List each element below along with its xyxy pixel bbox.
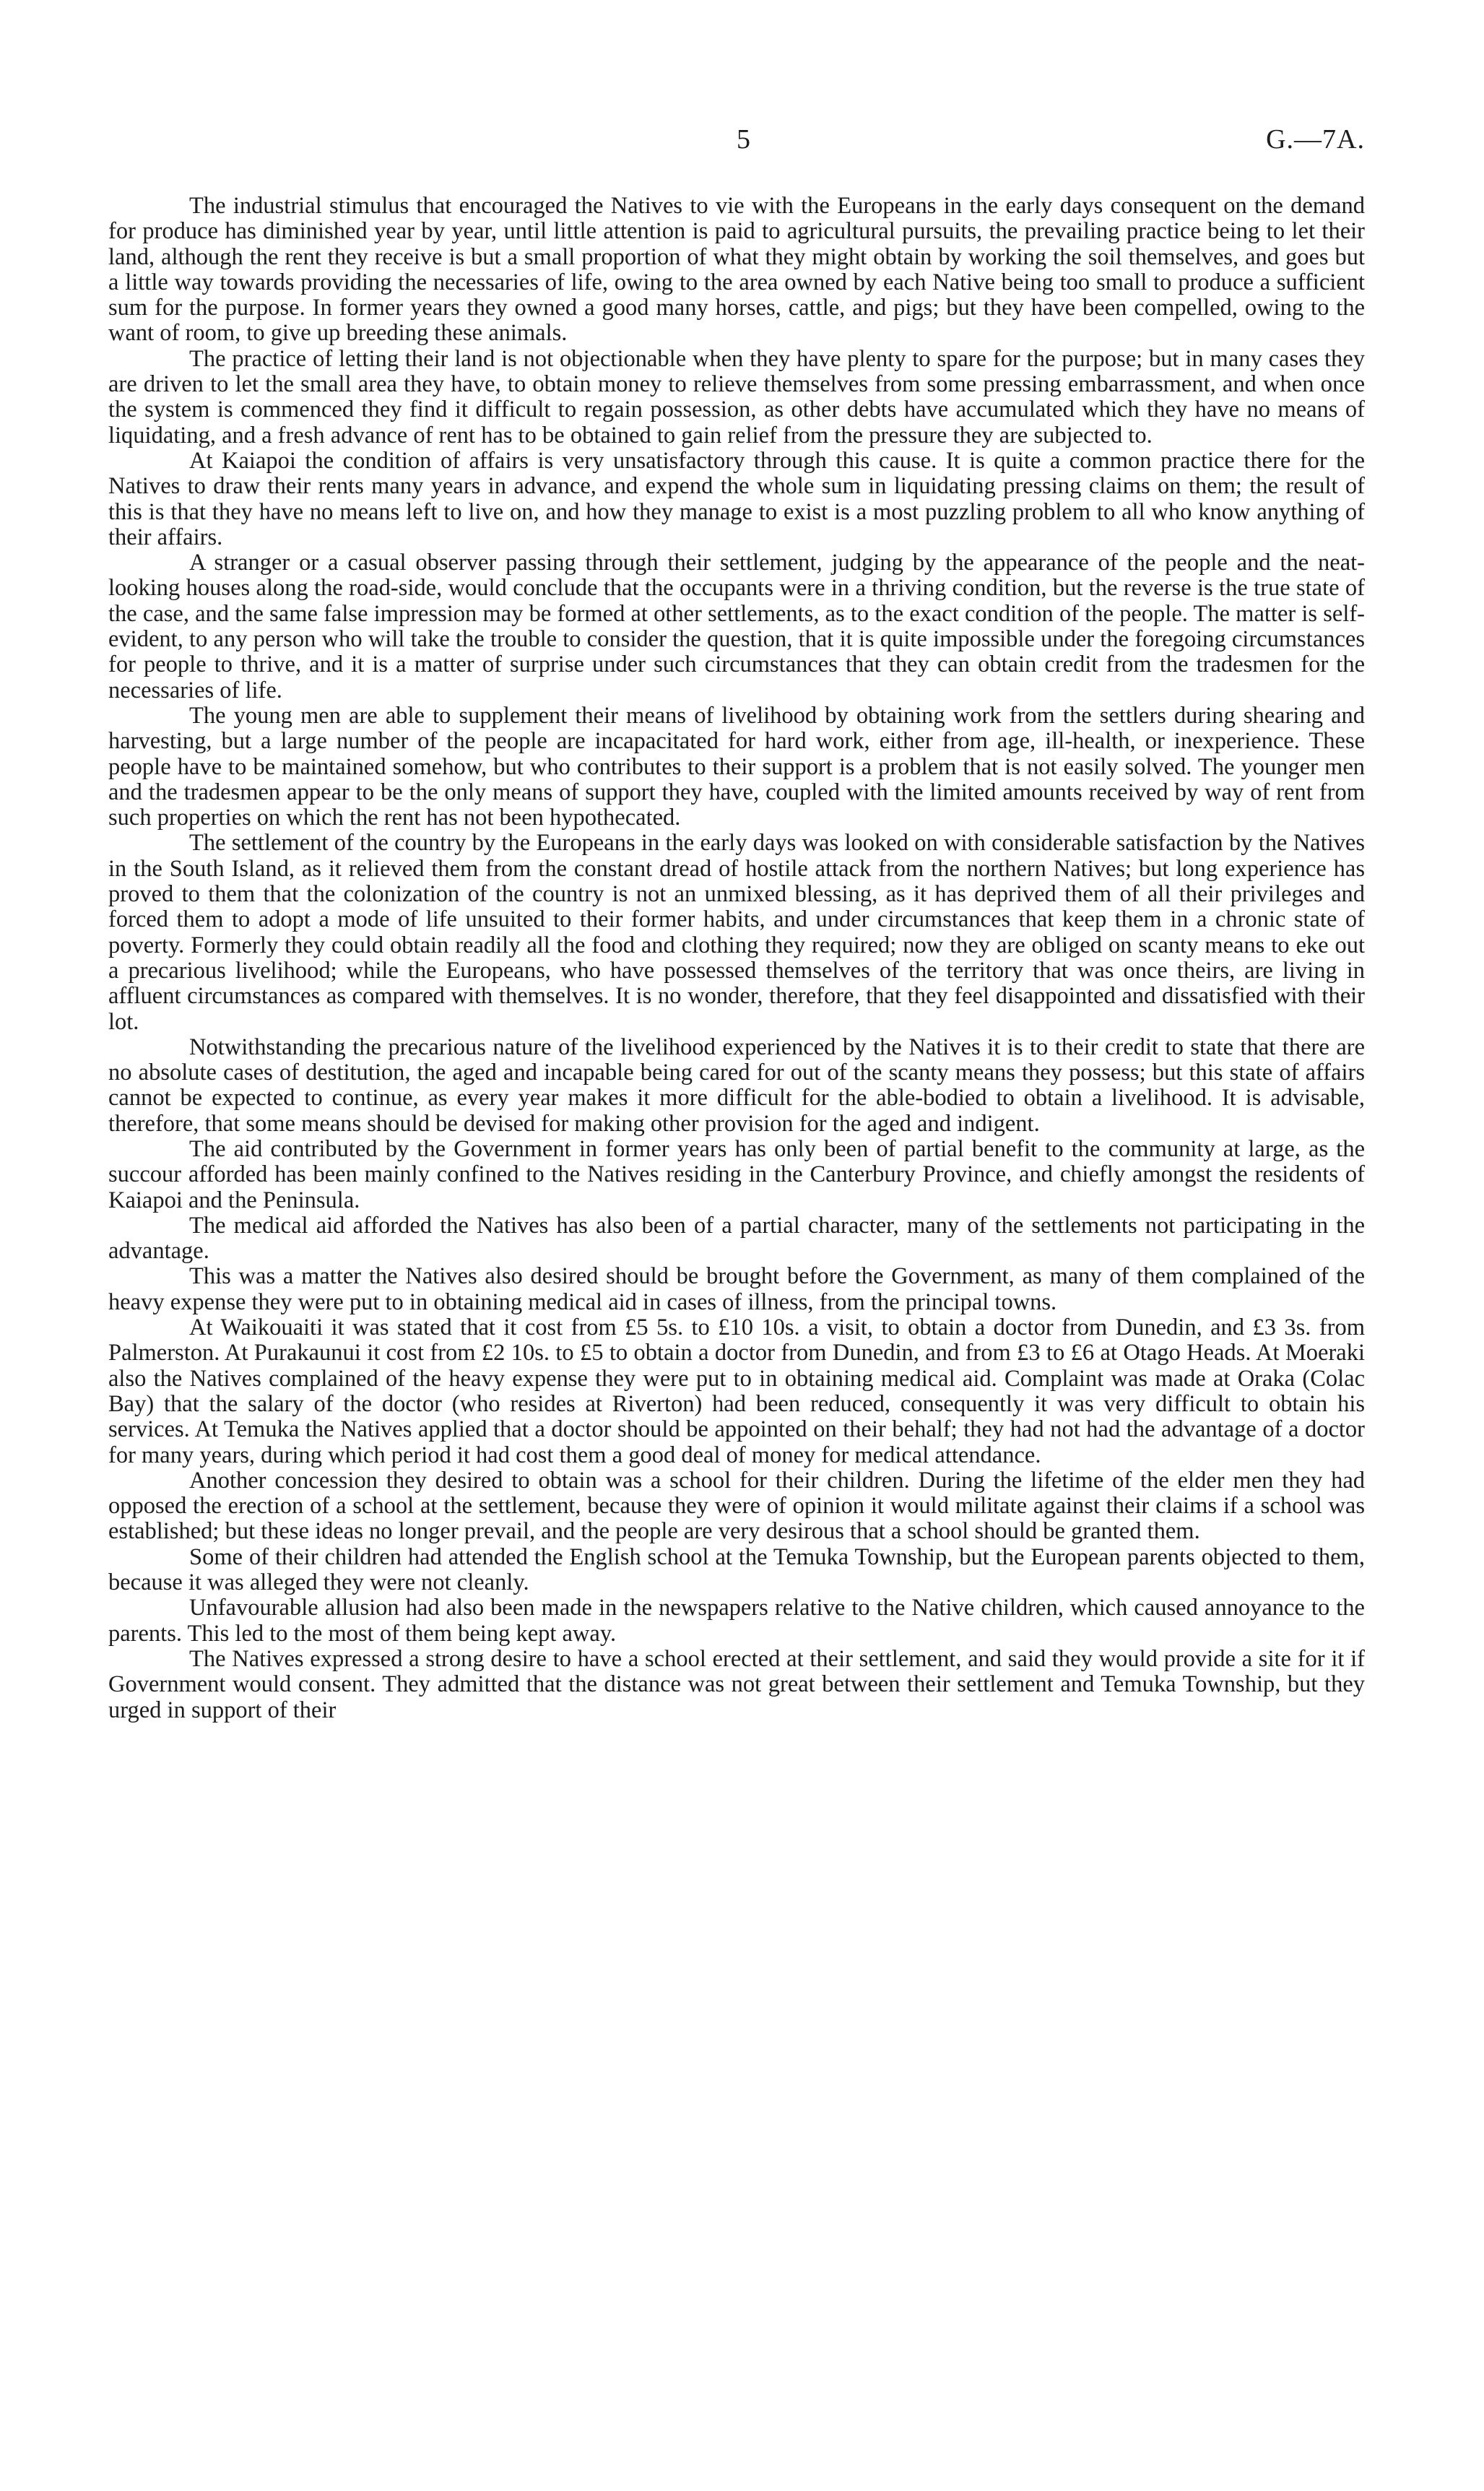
paragraph: The settlement of the country by the Europeans in the early days was looked on with considerable satisfaction by the Natives in the South Island, as it relieved them from the constant dread of hostile attack from the northern Natives; but long experience has proved to them that the colonization of the country is not an unmixed blessing, as it has deprived them of all their privileges and forced them to adopt a mode of life unsuited to their former habits, and under circumstances that keep them in a chronic state of poverty. Formerly they could obtain readily all the food and clothing they required; now they are obliged on scanty means to eke out a precarious livelihood; while the Europeans, who have possessed themselves of the territory that was once theirs, are living in affluent circumstances as compared with themselves. It is no wonder, therefore, that they feel disappointed and dissatisfied with their lot. (108, 830, 1365, 1035)
paragraph: The industrial stimulus that encouraged the Natives to vie with the Europeans in the early days consequent on the demand for produce has diminished year by year, until little attention is paid to agricultural pursuits, the prevailing practice being to let their land, although the rent they receive is but a small proportion of what they might obtain by working the soil themselves, and goes but a little way towards providing the necessaries of life, owing to the area owned by each Native being too small to produce a sufficient sum for the purpose. In former years they owned a good many horses, cattle, and pigs; but they have been compelled, owing to the want of room, to give up breeding these animals. (108, 194, 1365, 347)
paragraph: A stranger or a casual observer passing through their settlement, judging by the appearance of the people and the neat-looking houses along the road-side, would conclude that the occupants were in a thriving condition, but the reverse is the true state of the case, and the same false impression may be formed at other settlements, as to the exact condition of the people. The matter is self-evident, to any person who will take the trouble to consider the question, that it is quite impossible under the foregoing circumstances for people to thrive, and it is a matter of surprise under such circumstances that they can obtain credit from the tradesmen for the necessaries of life. (108, 550, 1365, 703)
paragraph: The medical aid afforded the Natives has also been of a partial character, many of the settlements not participating in the advantage. (108, 1212, 1365, 1265)
paragraph: Notwithstanding the precarious nature of the livelihood experienced by the Natives it is to their credit to state that there are no absolute cases of destitution, the aged and incapable being cared for out of the scanty means they possess; but this state of affairs cannot be expected to continue, as every year makes it more difficult for the able-bodied to obtain a livelihood. It is advisable, therefore, that some means should be devised for making other provision for the aged and indigent. (108, 1034, 1365, 1137)
body-text (108, 194, 1365, 2454)
paragraph: Some of their children had attended the English school at the Temuka Township, but the European parents objected to them, because it was alleged they were not cleanly. (108, 1543, 1365, 1596)
paragraph: The young men are able to supplement their means of livelihood by obtaining work from the settlers during shearing and harvesting, but a large number of the people are incapacitated for hard work, either from age, ill-health, or inexperience. These people have to be maintained somehow, but who contributes to their support is a problem that is not easily solved. The younger men and the tradesmen appear to be the only means of support they have, coupled with the limited amounts received by way of rent from such properties on which the rent has not been hypothecated. (108, 702, 1365, 831)
paragraph: The aid contributed by the Government in former years has only been of partial benefit to the community at large, as the succour afforded has been mainly confined to the Natives residing in the Canterbury Province, and chiefly amongst the residents of Kaiapoi and the Peninsula. (108, 1135, 1365, 1213)
page-number: 5 (737, 124, 750, 155)
paragraph: This was a matter the Natives also desired should be brought before the Government, as many of them complained of the heavy expense they were put to in obtaining medical aid in cases of illness, from the principal towns. (108, 1263, 1365, 1315)
document-reference: G.—7A. (1266, 124, 1365, 155)
paragraph: The Natives expressed a strong desire to have a school erected at their settlement, and said they would provide a site for it if Government would consent. They admitted that the distance was not great between their settlement and Temuka Township, but they urged in support of their (108, 1645, 1365, 1723)
page-header (108, 123, 1365, 166)
paragraph: Another concession they desired to obtain was a school for their children. During the lifetime of the elder men they had opposed the erection of a school at the settlement, because they were of opinion it would militate against their claims if a school was established; but these ideas no longer prevail, and the people are very desirous that a school should be granted them. (108, 1467, 1365, 1545)
paragraph: At Kaiapoi the condition of affairs is very unsatisfactory through this cause. It is quite a common practice there for the Natives to draw their rents many years in advance, and expend the whole sum in liquidating pressing claims on them; the result of this is that they have no means left to live on, and how they manage to exist is a most puzzling problem to all who know anything of their affairs. (108, 447, 1365, 550)
paragraph: At Waikouaiti it was stated that it cost from £5 5s. to £10 10s. a visit, to obtain a doctor from Dunedin, and £3 3s. from Palmerston. At Purakaunui it cost from £2 10s. to £5 to obtain a doctor from Dunedin, and from £3 to £6 at Otago Heads. At Moeraki also the Natives complained of the heavy expense they were put to in obtaining medical aid. Complaint was made at Oraka (Colac Bay) that the salary of the doctor (who resides at Riverton) had been reduced, consequently it was very difficult to obtain his services. At Temuka the Natives applied that a doctor should be appointed on their behalf; they had not had the advantage of a doctor for many years, during which period it had cost them a good deal of money for medical attendance. (108, 1314, 1365, 1468)
paragraph: The practice of letting their land is not objectionable when they have plenty to spare for the purpose; but in many cases they are driven to let the small area they have, to obtain money to relieve themselves from some pressing embarrassment, and when once the system is commenced they find it difficult to regain possession, as other debts have accumulated which they have no means of liquidating, and a fresh advance of rent has to be obtained to gain relief from the pressure they are subjected to. (108, 345, 1365, 449)
paragraph: Unfavourable allusion had also been made in the newspapers relative to the Native children, which caused annoyance to the parents. This led to the most of them being kept away. (108, 1595, 1365, 1647)
